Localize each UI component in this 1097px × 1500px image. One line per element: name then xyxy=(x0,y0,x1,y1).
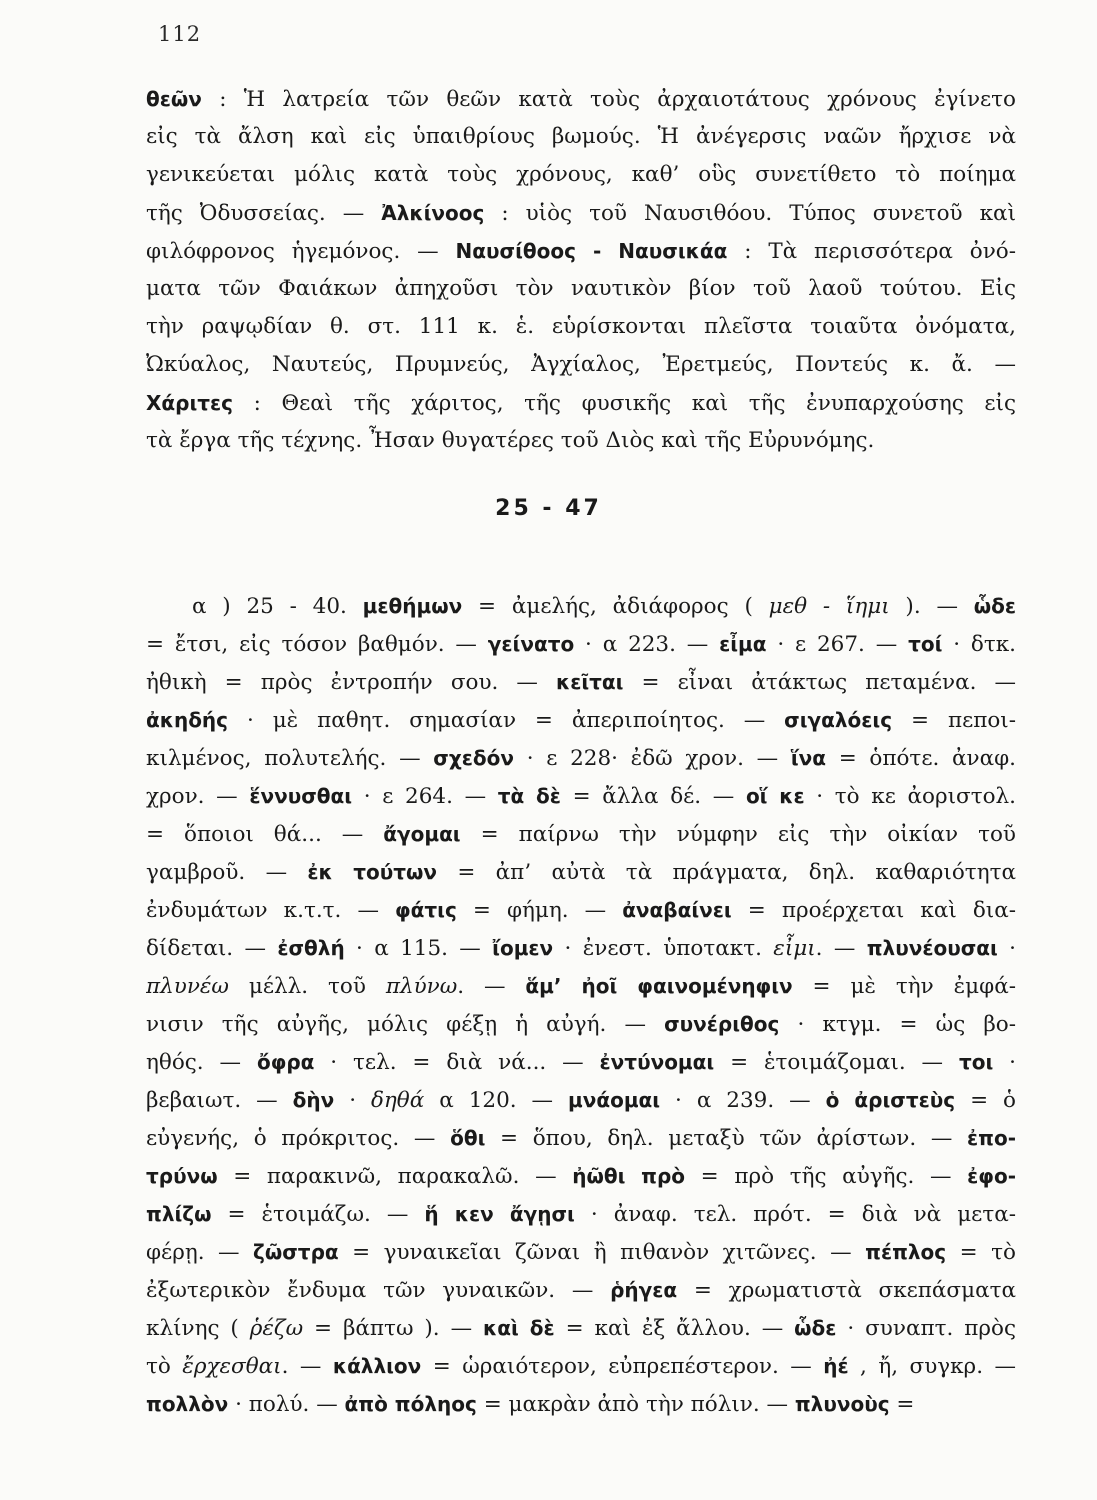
text-line: βεβαιωτ. — δὴν · δηθά α 120. — μνάομαι · α 239. — ὁ ἀριστεὺς = ὁ xyxy=(146,1088,1016,1113)
text-line: Ὠκύαλος, Ναυτεύς, Πρυμνεύς, Ἀγχίαλος, Ἐρετμεύς, Ποντεύς κ. ἄ. — xyxy=(146,352,1016,377)
commentary-paragraph xyxy=(146,587,1016,1423)
text-line: = ἔτσι, εἰς τόσον βαθμόν. — γείνατο · α 223. — εἶμα · ε 267. — τοί · δτκ. xyxy=(146,632,1016,657)
text-line: κιλμένος, πολυτελής. — σχεδόν · ε 228· ἐδῶ χρον. — ἵνα = ὁπότε. ἀναφ. xyxy=(146,746,1016,771)
page-number: 112 xyxy=(158,22,202,46)
text-line: ἐξωτερικὸν ἔνδυμα τῶν γυναικῶν. — ῥήγεα = χρωματιστὰ σκεπάσματα xyxy=(146,1278,1016,1303)
text-line: εἰς τὰ ἄλση καὶ εἰς ὑπαιθρίους βωμούς. Ἡ ἀνέγερσις ναῶν ἤρχισε νὰ xyxy=(146,124,1016,149)
text-line: = ὅποιοι θά... — ἄγομαι = παίρνω τὴν νύμφην εἰς τὴν οἰκίαν τοῦ xyxy=(146,822,1016,847)
text-line: α ) 25 - 40. μεθήμων = ἀμελής, ἀδιάφορος ( μεθ - ἵημι ). — ὧδε xyxy=(192,594,1016,619)
text-line: ηθός. — ὄφρα · τελ. = διὰ νά... — ἐντύνομαι = ἑτοιμάζομαι. — τοι · xyxy=(146,1050,1016,1075)
text-line: ἐνδυμάτων κ.τ.τ. — φάτις = φήμη. — ἀναβαίνει = προέρχεται καὶ δια- xyxy=(146,898,1016,923)
text-line: φιλόφρονος ἡγεμόνος. — Ναυσίθοος - Ναυσικάα : Τὰ περισσότερα ὀνό- xyxy=(146,239,1016,264)
text-line: πλίζω = ἑτοιμάζω. — ἥ κεν ἄγῃσι · ἀναφ. τελ. πρότ. = διὰ νὰ μετα- xyxy=(146,1202,1016,1227)
text-line: ματα τῶν Φαιάκων ἀπηχοῦσι τὸν ναυτικὸν βίον τοῦ λαοῦ τούτου. Εἰς xyxy=(146,276,1016,301)
text-line: τρύνω = παρακινῶ, παρακαλῶ. — ἠῶθι πρὸ = πρὸ τῆς αὐγῆς. — ἐφο- xyxy=(146,1164,1016,1189)
text-line: τὰ ἔργα τῆς τέχνης. Ἦσαν θυγατέρες τοῦ Διὸς καὶ τῆς Εὐρυνόμης. xyxy=(146,428,875,453)
text-line: φέρῃ. — ζῶστρα = γυναικεῖαι ζῶναι ἢ πιθανὸν χιτῶνες. — πέπλος = τὸ xyxy=(146,1240,1016,1265)
text-line: πολλὸν · πολύ. — ἀπὸ πόληος = μακρὰν ἀπὸ τὴν πόλιν. — πλυνοὺς = xyxy=(146,1392,915,1417)
text-line: ἠθικὴ = πρὸς ἐντροπήν σου. — κεῖται = εἶναι ἀτάκτως πεταμένα. — xyxy=(146,670,1016,695)
text-line: πλυνέω μέλλ. τοῦ πλύνω. — ἅμ’ ἠοῖ φαινομένηφιν = μὲ τὴν ἐμφά- xyxy=(146,974,1016,999)
text-line: τὸ ἔρχεσθαι. — κάλλιον = ὡραιότερον, εὐπρεπέστερον. — ἠέ , ἤ, συγκρ. — xyxy=(146,1354,1016,1379)
text-line: ἀκηδής · μὲ παθητ. σημασίαν = ἀπεριποίητος. — σιγαλόεις = πεποι- xyxy=(146,708,1016,733)
text-line: χρον. — ἕννυσθαι · ε 264. — τὰ δὲ = ἄλλα δέ. — οἵ κε · τὸ κε ἀοριστολ. xyxy=(146,784,1016,809)
text-line: γαμβροῦ. — ἐκ τούτων = ἀπ’ αὐτὰ τὰ πράγματα, δηλ. καθαριότητα xyxy=(146,860,1016,885)
text-line: γενικεύεται μόλις κατὰ τοὺς χρόνους, καθ’ οὓς συνετίθετο τὸ ποίημα xyxy=(146,162,1016,187)
text-line: κλίνης ( ῥέζω = βάπτω ). — καὶ δὲ = καὶ ἐξ ἄλλου. — ὧδε · συναπτ. πρὸς xyxy=(146,1316,1016,1341)
text-line: νισιν τῆς αὐγῆς, μόλις φέξῃ ἡ αὐγή. — συνέριθος · κτγμ. = ὡς βο- xyxy=(146,1012,1016,1037)
text-line: εὐγενής, ὁ πρόκριτος. — ὅθι = ὅπου, δηλ. μεταξὺ τῶν ἀρίστων. — ἐπο- xyxy=(146,1126,1016,1151)
section-heading: 25 - 47 xyxy=(495,496,602,521)
text-line: δίδεται. — ἐσθλή · α 115. — ἴομεν · ἐνεστ. ὑποτακτ. εἶμι. — πλυνέουσαι · xyxy=(146,936,1016,961)
text-line: θεῶν : Ἡ λατρεία τῶν θεῶν κατὰ τοὺς ἀρχαιοτάτους χρόνους ἐγίνετο xyxy=(146,87,1016,112)
text-line: τὴν ραψῳδίαν θ. στ. 111 κ. ἑ. εὑρίσκονται πλεῖστα τοιαῦτα ὀνόματα, xyxy=(146,314,1016,339)
text-line: τῆς Ὀδυσσείας. — Ἀλκίνοος : υἱὸς τοῦ Ναυσιθόου. Τύπος συνετοῦ καὶ xyxy=(146,201,1016,226)
text-line: Χάριτες : Θεαὶ τῆς χάριτος, τῆς φυσικῆς καὶ τῆς ἐνυπαρχούσης εἰς xyxy=(146,391,1016,416)
intro-paragraph xyxy=(146,80,1016,460)
